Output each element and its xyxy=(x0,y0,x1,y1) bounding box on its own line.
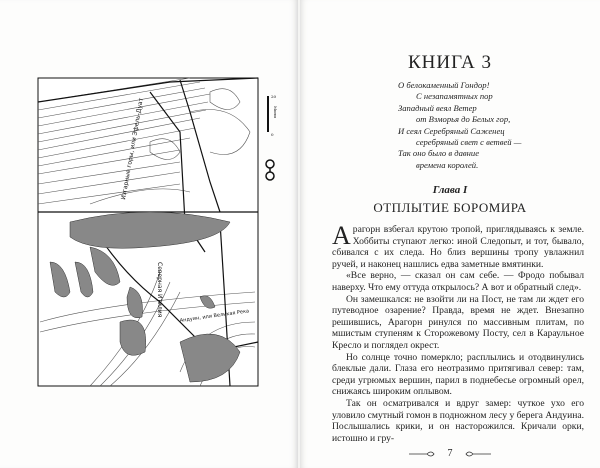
paragraph: «Все верно, — сказал он сам себе. — Фродо побывал наверху. Что ему оттуда открылось? А вот и обратный след». xyxy=(332,270,584,293)
poem-line: от Взморья до Белых гор, xyxy=(416,114,511,125)
map-label-river: Андуин, или Великая Река xyxy=(179,308,250,324)
poem-line: Так оно было в давние xyxy=(398,148,480,159)
scale-zero: 0 xyxy=(271,132,274,137)
paragraph: Но солнце точно померкло; расплылись и отодвинулись блеклые дали. Глаза его неотразимо притягивал север: там, среди угрюмых вершин, парил в поднебесье огромный орел, снижаясь широким оплывом. xyxy=(332,351,584,398)
body-text xyxy=(332,221,584,444)
chapter-title: ОТПЛЫТИЕ БОРОМИРА xyxy=(373,200,527,215)
paragraph: Он замешкался: не взойти ли на Пост, не там ли ждет его путеводное озарение? Правда, время не ждет. Внезапно решившись, Арагорн ринулся по массивным плитам, по мшистым ступеням к Сторожевому Посту, сел в Караульное Кресло и поглядел окрест. xyxy=(332,293,584,351)
epigraph-poem xyxy=(398,80,521,171)
scale-unit: Мили xyxy=(273,106,278,118)
page-number-footer xyxy=(300,448,600,460)
right-page xyxy=(300,0,600,468)
paragraph: Так он осматривался и вдруг замер: чуткое ухо его уловило смутный гомон в подножном лесу у берега Андуина. Послышались крики, и он насторожился. Кричали орки, истошно и гру- xyxy=(332,397,584,444)
map-label-mountains: Изгарные горы, или Эфель-Дуат xyxy=(120,97,145,201)
poem-line: Западный веял Ветер xyxy=(398,102,477,113)
scale-max: 20 xyxy=(271,94,277,99)
paragraph-text: рагорн взбегал крутою тропой, приглядываясь к земле. Хоббиты ступают легко: иной Следопыт, и тот, бывало, сбивался с их следа. Но близ вершины тропу увлажнил ручей, и наконец нашлись едва заметные вмятинки. xyxy=(332,224,584,270)
paragraph xyxy=(332,221,584,270)
scale-bar xyxy=(268,94,278,137)
ornament-left-icon xyxy=(409,450,437,458)
left-page xyxy=(0,0,298,468)
poem-line: О белокаменный Гондор! xyxy=(398,80,490,90)
chapter-number: Глава I xyxy=(432,184,468,196)
poem-line: И сеял Серебряный Саженец xyxy=(398,125,505,136)
drop-cap: А xyxy=(332,221,351,250)
poem-line: времена королей. xyxy=(416,159,479,170)
page-number: 7 xyxy=(447,448,453,459)
poem-line: С незапамятных пор xyxy=(416,91,493,102)
map-illustration xyxy=(30,72,280,390)
book-title: КНИГА 3 xyxy=(407,52,492,73)
map-label-region: Северная Итилия xyxy=(156,262,163,318)
compass-icon xyxy=(266,160,274,180)
poem-line: серебряный свет с ветвей — xyxy=(416,137,522,148)
ornament-right-icon xyxy=(463,450,491,458)
